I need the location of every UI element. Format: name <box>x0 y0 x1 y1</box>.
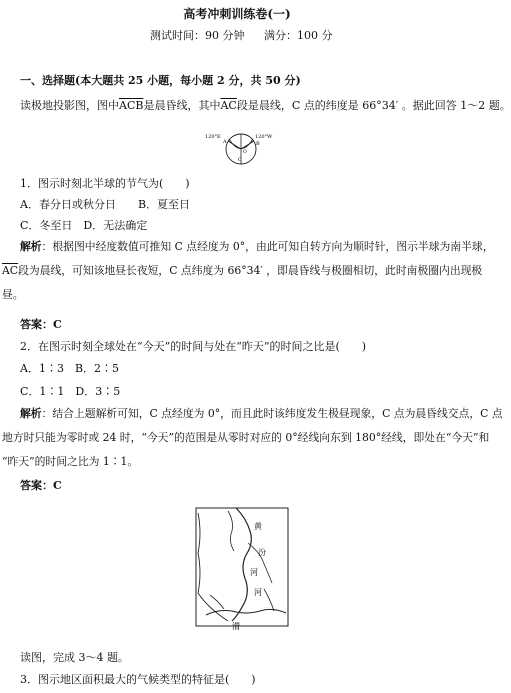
q2-analysis-line1 <box>20 407 503 421</box>
q3-stem: 3．图示地区面积最大的气候类型的特征是( ) <box>20 673 256 686</box>
map-label-he-1: 河 <box>250 568 258 577</box>
q1-analysis-label: 解析 <box>20 240 42 253</box>
page-title: 高考冲刺训练卷(一) <box>183 7 291 21</box>
q1-options-row1: A．春分日或秋分日 B．夏至日 <box>20 198 191 211</box>
intro-arc-acb: $\overline{ACB}$ <box>119 99 144 112</box>
map-label-wei: 渭 <box>232 622 240 631</box>
label-120e: 120°E <box>205 134 221 140</box>
q1-analysis-line1 <box>20 240 494 254</box>
tributary-west <box>210 595 224 609</box>
q1-answer: 答案：C <box>20 318 62 331</box>
label-b: B <box>256 141 260 147</box>
q1-analysis-line3: 昼。 <box>2 288 24 301</box>
label-a: A <box>223 139 227 145</box>
q2-analysis-text1: ：结合上题解析可知，C 点经度为 0°，而且此时该纬度发生极昼现象，C 点为晨昏线交点，C 点 <box>41 407 503 420</box>
boundary-line-west <box>198 513 228 621</box>
q2-analysis-line2: 地方时只能为零时或 24 时，“今天”的范围是从零时对应的 0°经线向东到 180°经线，即处在“今天”和 <box>2 431 490 444</box>
polar-projection-figure <box>205 128 277 170</box>
intro-text <box>20 99 511 113</box>
q2-analysis-line3: “昨天”的时间之比为 1∶1。 <box>2 455 139 468</box>
q2-analysis-label: 解析 <box>20 407 42 420</box>
intro-part1: 读极地投影图，图中 <box>20 99 119 112</box>
tributary-east <box>264 589 274 611</box>
q3-lead: 读图，完成 3～4 题。 <box>20 651 129 664</box>
full-score: 满分：100 分 <box>264 29 333 42</box>
q2-options-row1: A．1∶3 B．2∶5 <box>20 362 120 375</box>
q1-analysis-text2: 段为晨线，可知该地昼长夜短，C 点纬度为 66°34′ ，即晨昏线与极圈相切，此时南极圈内出现极 <box>18 264 483 277</box>
map-label-he-2: 河 <box>254 588 262 597</box>
q2-options-row2: C．1∶1 D．3∶5 <box>20 385 121 398</box>
tributary-north <box>228 511 234 551</box>
q1-analysis-text1: ：根据图中经度数值可推知 C 点经度为 0°，由此可知自转方向为顺时针，图示半球为南半球， <box>41 240 494 253</box>
q2-answer: 答案：C <box>20 479 62 492</box>
river-map-figure <box>188 503 298 633</box>
intro-arc-ac: $\overline{AC}$ <box>220 99 237 112</box>
q1-options-row2: C．冬至日 D．无法确定 <box>20 219 148 232</box>
intro-part3: 段是晨线，C 点的纬度是 66°34′ 。据此回答 1～2 题。 <box>236 99 511 112</box>
label-c: C <box>238 157 242 163</box>
map-label-huang: 黄 <box>254 522 262 531</box>
map-label-fen: 汾 <box>258 548 266 557</box>
q1-analysis-line2 <box>2 264 483 278</box>
label-o: O <box>243 150 247 155</box>
yellow-river <box>232 508 251 621</box>
label-120w: 120°W <box>255 134 273 140</box>
test-time: 测试时间：90 分钟 <box>150 29 245 42</box>
q1-analysis-arc: $\overline{AC}$ <box>2 264 19 277</box>
q2-stem: 2．在图示时刻全球处在“今天”的时间与处在“昨天”的时间之比是( ) <box>20 340 367 353</box>
q1-stem: 1．图示时刻北半球的节气为( ) <box>20 177 190 190</box>
section-heading: 一、选择题(本大题共 25 小题，每小题 2 分，共 50 分) <box>20 74 301 87</box>
intro-part2: 是晨昏线，其中 <box>143 99 221 112</box>
